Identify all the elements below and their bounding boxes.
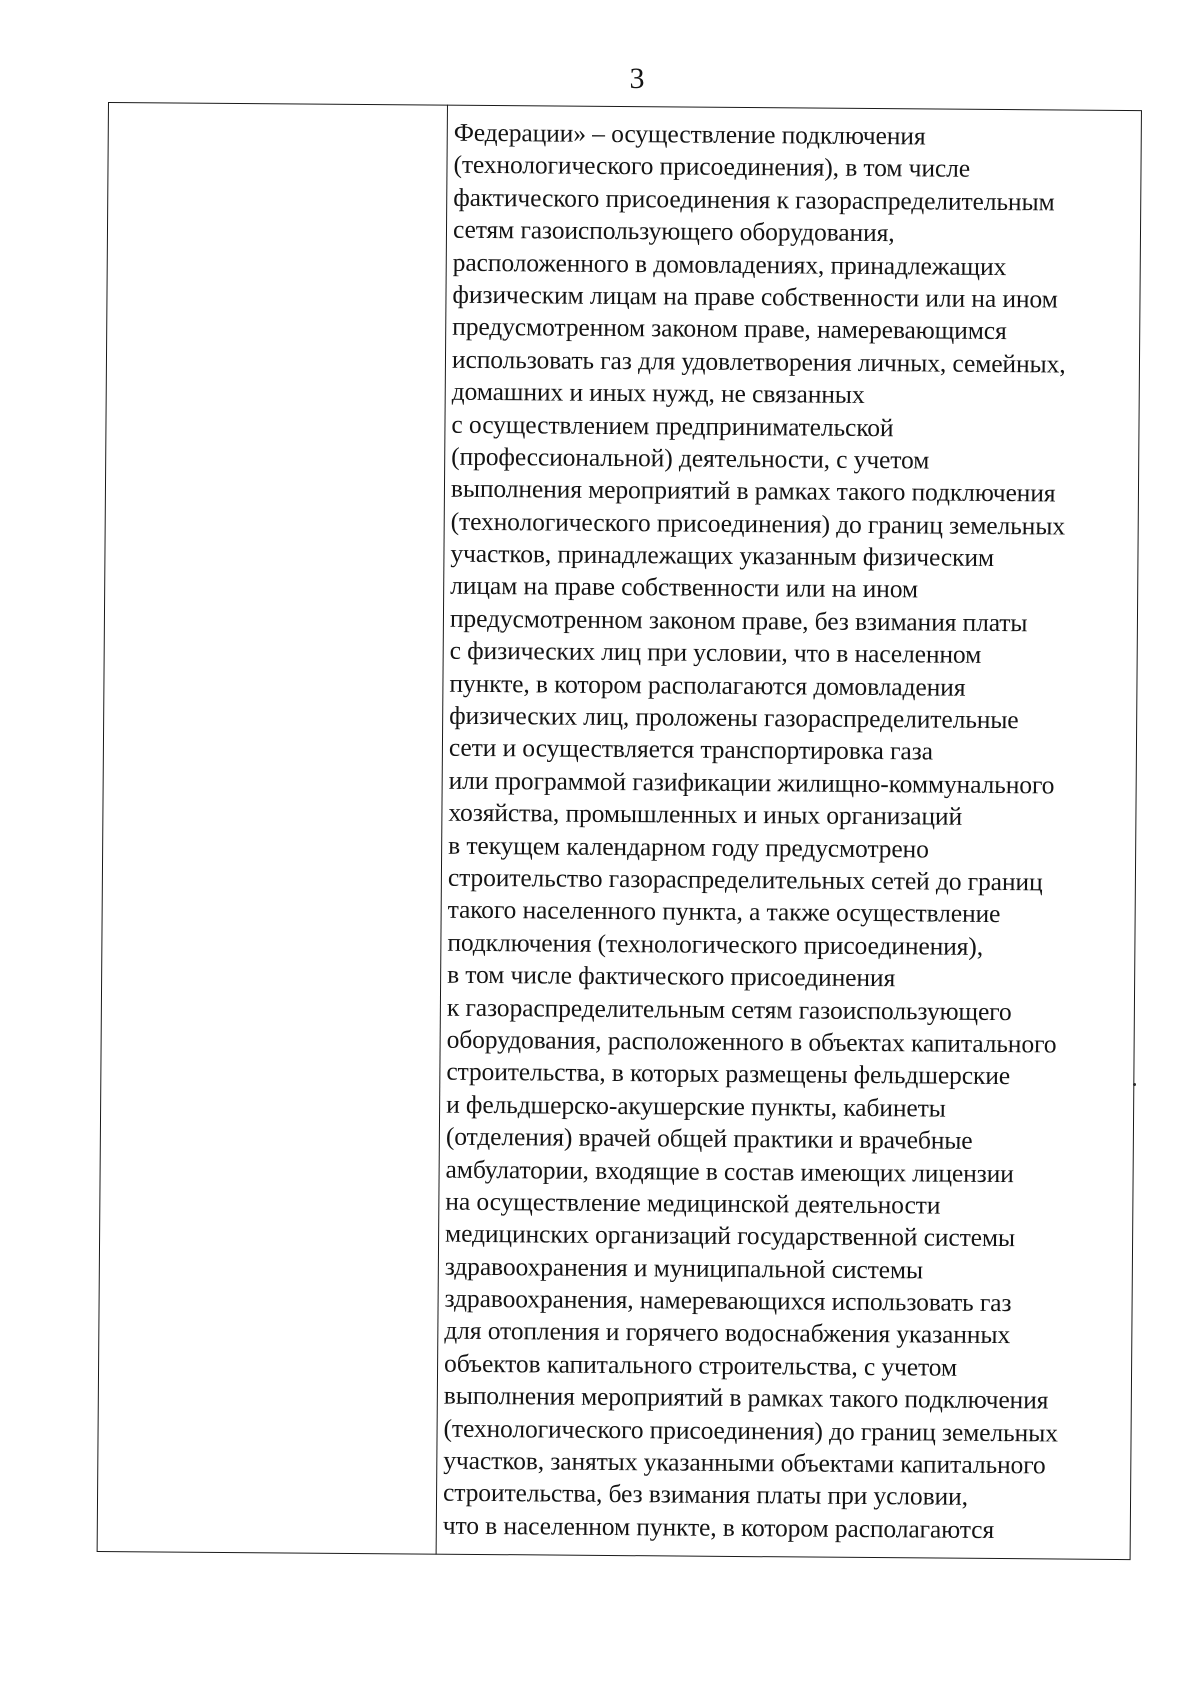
text-line: сетям газоиспользующего оборудования, bbox=[452, 214, 895, 248]
text-line: или программой газификации жилищно-коммунального bbox=[448, 765, 1055, 800]
text-line: участков, принадлежащих указанным физическим bbox=[450, 538, 995, 573]
text-line: в текущем календарном году предусмотрено bbox=[448, 830, 929, 864]
text-line: такого населенного пункта, а также осуществление bbox=[447, 895, 1001, 929]
scan-speck bbox=[1133, 1083, 1136, 1086]
page-number: 3 bbox=[629, 62, 645, 95]
text-line: хозяйства, промышленных и иных организаций bbox=[448, 797, 963, 831]
text-line: лицам на праве собственности или на ином bbox=[450, 571, 919, 604]
text-line: (профессиональной) деятельности, с учетом bbox=[451, 441, 930, 475]
text-line: амбулатории, входящие в состав имеющих лицензии bbox=[445, 1154, 1014, 1188]
text-line: с физических лиц при условии, что в населенном bbox=[449, 635, 982, 670]
text-line: использовать газ для удовлетворения личных, семейных, bbox=[451, 344, 1066, 379]
text-line: участков, занятых указанными объектами капитального bbox=[443, 1445, 1046, 1480]
text-line: и фельдшерско-акушерские пункты, кабинеты bbox=[446, 1089, 946, 1123]
text-line: медицинских организаций государственной системы bbox=[445, 1218, 1016, 1253]
text-line: для отопления и горячего водоснабжения указанных bbox=[444, 1316, 1011, 1350]
text-line: (отделения) врачей общей практики и врачебные bbox=[445, 1121, 973, 1155]
text-line: что в населенном пункте, в котором располагаются bbox=[442, 1510, 995, 1544]
text-line: (технологического присоединения) до границ земельных bbox=[443, 1413, 1058, 1448]
text-line: подключения (технологического присоединения), bbox=[447, 927, 984, 961]
text-line: физическим лицам на праве собственности или на ином bbox=[452, 279, 1058, 314]
text-line: здравоохранения, намеревающихся использовать газ bbox=[444, 1283, 1012, 1318]
text-line: фактического присоединения к газораспределительным bbox=[453, 182, 1055, 217]
text-line: оборудования, расположенного в объектах капитального bbox=[446, 1024, 1057, 1059]
text-line: сети и осуществляется транспортировка газа bbox=[448, 733, 933, 766]
text-line: домашних и иных нужд, не связанных bbox=[451, 376, 865, 410]
document-table bbox=[97, 102, 1142, 1560]
text-line: к газораспределительным сетям газоиспользующего bbox=[446, 992, 1012, 1026]
text-line: строительства, в которых размещены фельдшерские bbox=[446, 1057, 1011, 1091]
text-line: выполнения мероприятий в рамках такого подключения bbox=[450, 474, 1056, 508]
text-line: (технологического присоединения), в том числе bbox=[453, 150, 971, 184]
text-line: на осуществление медицинской деятельности bbox=[445, 1186, 941, 1220]
text-line: (технологического присоединения) до границ земельных bbox=[450, 506, 1066, 541]
text-line: предусмотренном законом праве, без взимания платы bbox=[449, 603, 1028, 638]
text-line: строительства, без взимания платы при условии, bbox=[442, 1478, 969, 1512]
text-line: объектов капитального строительства, с учетом bbox=[443, 1348, 958, 1382]
text-line: пункте, в котором располагаются домовладения bbox=[449, 668, 966, 702]
text-line: строительство газораспределительных сетей до границ bbox=[447, 862, 1043, 897]
text-line: предусмотренном законом праве, намеревающимся bbox=[452, 312, 1007, 346]
text-line: с осуществлением предпринимательской bbox=[451, 409, 894, 442]
text-line: Федерации» – осуществление подключения bbox=[453, 117, 926, 151]
table-cell-left bbox=[97, 102, 447, 1555]
text-line: физических лиц, проложены газораспределительные bbox=[449, 700, 1019, 735]
table-cell-right bbox=[443, 117, 1144, 1552]
text-line: выполнения мероприятий в рамках такого подключения bbox=[443, 1380, 1049, 1415]
text-line: в том числе фактического присоединения bbox=[447, 959, 896, 993]
text-line: расположенного в домовладениях, принадлежащих bbox=[452, 247, 1007, 281]
text-line: здравоохранения и муниципальной системы bbox=[444, 1251, 924, 1285]
